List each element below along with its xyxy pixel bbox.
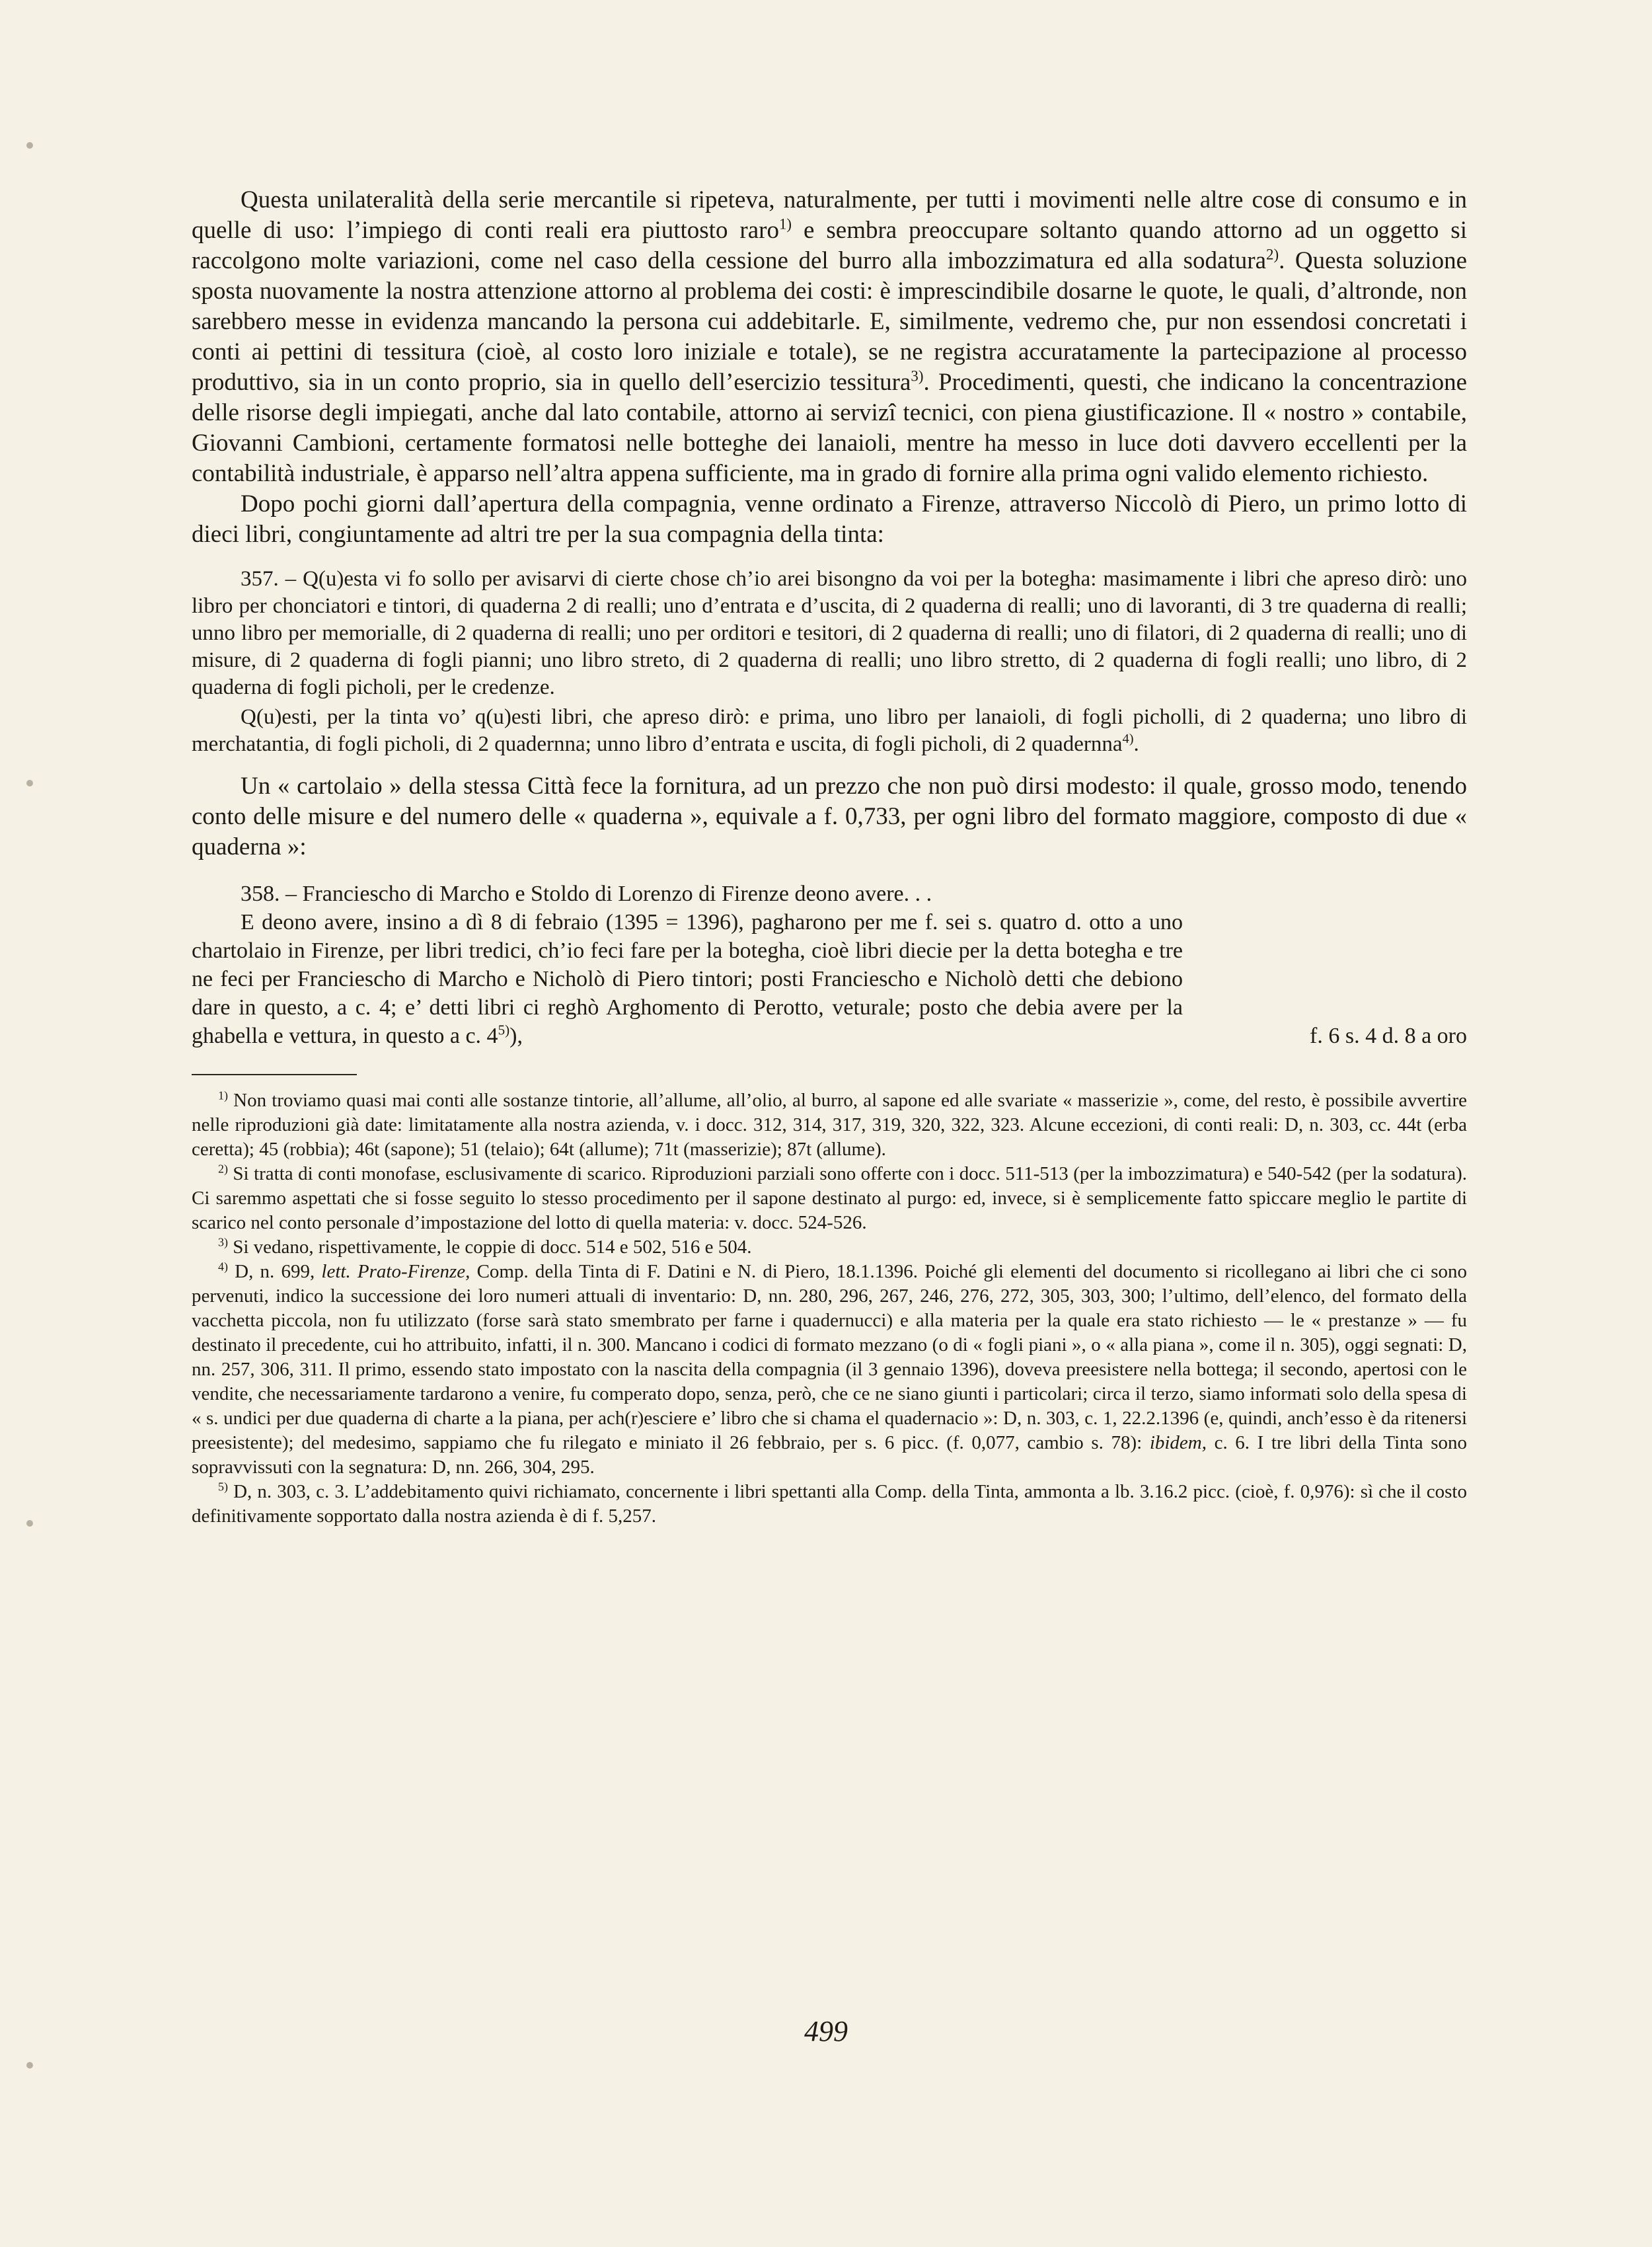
footnote-5: $^{5)}$ D, n. 303, c. 3. L’addebitamento quivi richiamato, concernente i libri spettanti alla Comp. della Tinta, ammonta a lb. 3.16.2 picc. (cioè, f. 0,976): sì che il costo definitivamente sopportato dalla nostra azienda è di f. 5,257. <box>192 1480 1467 1527</box>
document-357-quote <box>192 566 1467 758</box>
footnote-4: $^{4)}$ D, n. 699, lett. Prato-Firenze, Comp. della Tinta di F. Datini e N. di Piero, 18.1.1396. Poiché gli elementi del documento si ricollegano ai libri che ci sono pervenuti, indico la successione dei loro numeri attuali di inventario: D, nn. 280, 296, 267, 246, 276, 272, 305, 303, 300; l’ultimo, dell’elenco, del formato della vacchetta piccola, non fu utilizzato (forse sarà stato smembrato per farne i quadernucci) e alla materia per la quale era stato richiesto — le « prestanze » — fu destinato il precedente, cui ho attribuito, infatti, il n. 300. Mancano i codici di formato mezzano (o di « fogli piani », o « alla piana », come il n. 305), oggi segnati: D, nn. 257, 306, 311. Il primo, essendo stato impostato con la nascita della compagnia (il 3 gennaio 1396), doveva preesistere nella bottega; il secondo, apertosi con le vendite, che necessariamente tardarono a venire, fu comperato dopo, senza, però, che ce ne siano giunti i particolari; circa il terzo, siamo informati solo della spesa di « s. undici per due quaderna di charte a la piana, per ach(r)esciere e’ libro che si chama el quadernacio »: D, n. 303, c. 1, 22.2.1396 (e, quindi, anch’esso è da ritenersi preesistente); del medesimo, sappiamo che fu rilegato e miniato il 26 febbraio, per s. 6 picc. (f. 0,077, cambio s. 78): ibidem, c. 6. I tre libri della Tinta sono sopravvissuti con la segnatura: D, nn. 266, 304, 295. <box>192 1260 1467 1478</box>
footnote-ref-1: 1) <box>778 215 792 233</box>
footnote-1: $^{1)}$ Non troviamo quasi mai conti alle sostanze tintorie, all’allume, all’olio, al burro, al sapone ed alle svariate « masserizie », come, del resto, è possibile avvertire nelle riproduzioni già date: limitatamente alla nostra azienda, v. i docc. 312, 314, 317, 319, 320, 322, 323. Alcune eccezioni, di conti reali: D, n. 303, cc. 44t (erba ceretta); 45 (robbia); 46t (sapone); 51 (telaio); 64t (allume); 71t (masserizie); 87t (allume). <box>192 1088 1467 1160</box>
page-number: 499 <box>804 2015 848 2047</box>
binding-hole-mark <box>26 2062 33 2069</box>
document-358-quote <box>192 880 1467 1050</box>
footnote-ref-5: 5) <box>498 1022 510 1038</box>
binding-hole-mark <box>26 1520 33 1527</box>
footnote-ref-4: 4) <box>1122 732 1134 746</box>
body-paragraph-3: Un « cartolaio » della stessa Città fece la fornitura, ad un prezzo che non può dirsi modesto: il quale, grosso modo, tenendo conto delle misure e del numero delle « quaderna », equivale a f. 0,733, per ogni libro del formato maggiore, composto di due « quaderna »: <box>192 773 1467 860</box>
text-column <box>192 185 1467 1529</box>
document-358-entry <box>192 908 1467 1050</box>
document-357-continuation: Q(u)esti, per la tinta vo’ q(u)esti libri, che apreso dirò: e prima, uno libro per lanaioli, di fogli picholli, di 2 quaderna; uno libro di merchatantia, di fogli picholi, di 2 quadernna; unno libro d’entrata e uscita, di fogli picholi, di 2 quadernna$^{4)}$. <box>192 705 1467 756</box>
footnote-separator <box>192 1074 357 1075</box>
binding-hole-mark <box>26 142 33 149</box>
body-paragraph-2: Dopo pochi giorni dall’apertura della compagnia, venne ordinato a Firenze, attraverso Niccolò di Piero, un primo lotto di dieci libri, congiuntamente ad altri tre per la sua compagnia della tinta: <box>192 490 1467 548</box>
footnote-3: $^{3)}$ Si vedano, rispettivamente, le coppie di docc. 514 e 502, 516 e 504. <box>218 1235 752 1258</box>
binding-hole-mark <box>26 780 33 786</box>
document-358-header: 358. – Franciescho di Marcho e Stoldo di Lorenzo di Firenze deono avere. . . <box>241 882 932 906</box>
body-paragraph-1: Questa unilateralità della serie mercantile si ripeteva, naturalmente, per tutti i movimenti nelle altre cose di consumo e in quelle di uso: l’impiego di conti reali era piuttosto raro$^{1)}$ e sembra preoccupare soltanto quando attorno ad un oggetto si raccolgono molte variazioni, come nel caso della cessione del burro alla imbozzimatura ed alla sodatura$^{2)}$. Questa soluzione sposta nuovamente la nostra attenzione attorno al problema dei costi: è imprescindibile dosarne le quote, le quali, d’altronde, non sarebbero messe in evidenza mancando la persona cui addebitarle. E, similmente, vedremo che, pur non essendosi concretati i conti ai pettini di tessitura (cioè, al costo loro iniziale e totale), se ne registra accuratamente la partecipazione al processo produttivo, sia in un conto proprio, sia in quello dell’esercizio tessitura$^{3)}$. Procedimenti, questi, che indicano la concentrazione delle risorse degli impiegati, anche dal lato contabile, attorno ai servizî tecnici, con piena giustificazione. Il « nostro » contabile, Giovanni Cambioni, certamente formatosi nelle botteghe dei lanaioli, mentre ha messo in luce doti davvero eccellenti per la contabilità industriale, è apparso nell’altra appena sufficiente, ma in grado di fornire alla prima ogni valido elemento richiesto. <box>192 186 1467 487</box>
footnotes <box>192 1088 1467 1529</box>
footnote-ref-3: 3) <box>911 367 924 385</box>
document-358-amount: f. 6 s. 4 d. 8 a oro <box>1310 1024 1467 1048</box>
footnote-ref-2: 2) <box>1266 246 1279 263</box>
document-357-text: 357. – Q(u)esta vi fo sollo per avisarvi di cierte chose ch’io arei bisongno da voi per la botegha: masimamente i libri che apreso dirò: uno libro per chonciatori e tintori, di quaderna 2 di realli; uno d’entrata e d’uscita, di 2 quaderna di realli; uno di lavoranti, di 3 tre quaderna di realli; unno libro per memorialle, di 2 quaderna di realli; uno per orditori e tesitori, di 2 quaderna di realli; uno di filatori, di 2 quaderna di realli; uno di misure, di 2 quaderna di fogli pianni; uno libro streto, di 2 quaderna di realli; uno libro stretto, di 2 quaderna di fogli realli; uno libro, di 2 quaderna di fogli picholi, per le credenze. <box>192 567 1467 699</box>
document-358-text: E deono avere, insino a dì 8 di febraio (1395 = 1396), pagharono per me f. sei s. quatro d. otto a uno chartolaio in Firenze, per libri tredici, ch’io feci fare per la botegha, cioè libri diecie per la detta botegha e tre ne feci per Franciescho di Marcho e Nicholò di Piero tintori; posti Franciescho e Nicholò detti che debiono dare in questo, a c. 4; e’ detti libri ci reghò Arghomento di Perotto, veturale; posto che debia avere per la ghabella e vettura, in questo a c. 4$^{5)}$), <box>192 910 1183 1048</box>
footnote-2: $^{2)}$ Si tratta di conti monofase, esclusivamente di scarico. Riproduzioni parziali sono offerte con i docc. 511-513 (per la imbozzimatura) e 540-542 (per la sodatura). Ci saremmo aspettati che si fosse seguito lo stesso procedimento per il sapone destinato al purgo: ed, invece, si è semplicemente fatto spiccare meglio le partite di scarico nel conto personale d’impostazione del lotto di quella materia: v. docc. 524-526. <box>192 1162 1467 1233</box>
